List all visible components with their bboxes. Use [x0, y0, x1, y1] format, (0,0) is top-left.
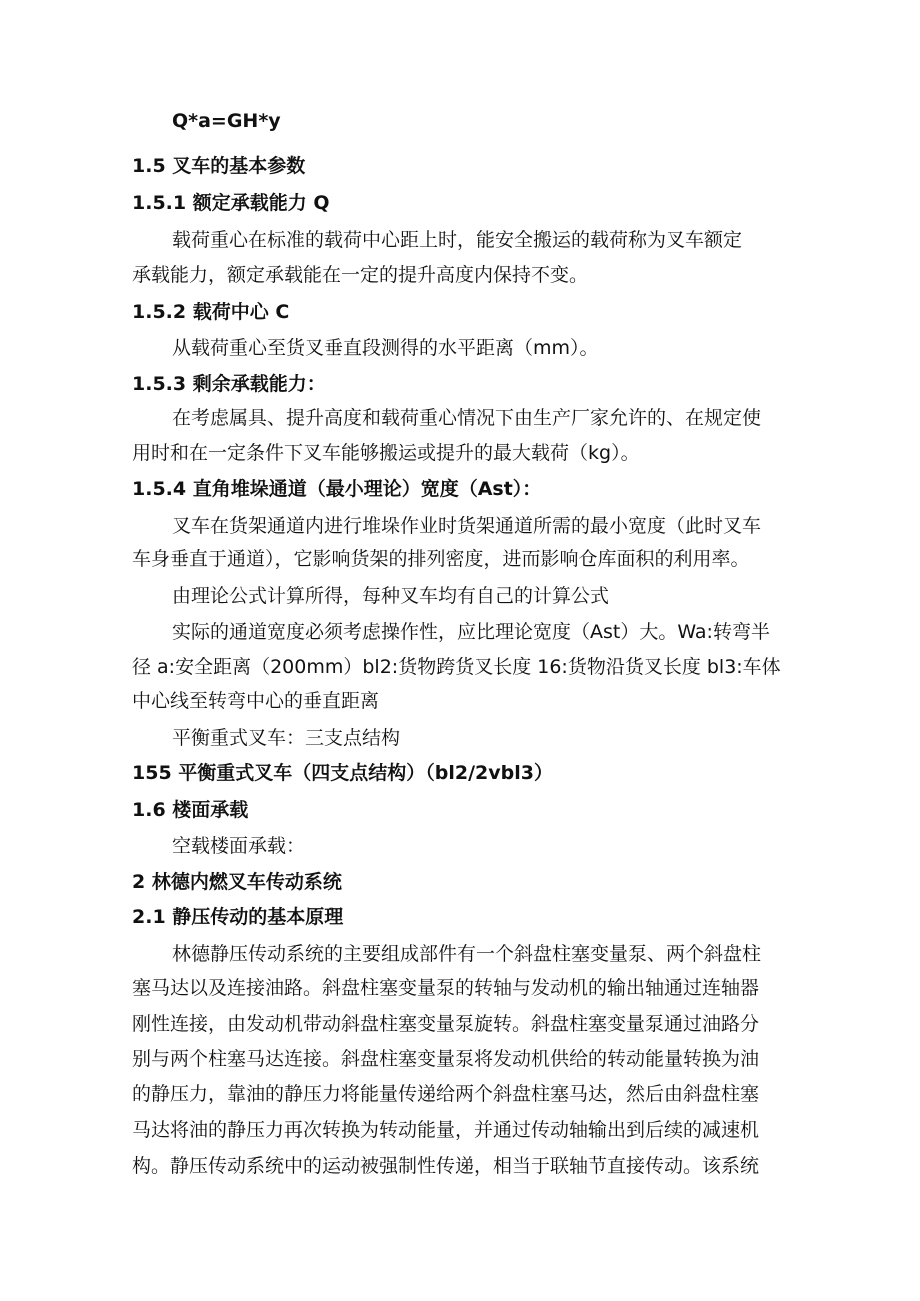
- paragraph-line: 中心线至转弯中心的垂直距离: [132, 690, 380, 712]
- section-heading-1-5-1: 1.5.1 额定承载能力 Q: [132, 192, 330, 214]
- paragraph-line: 叉车在货架通道内进行堆垛作业时货架通道所需的最小宽度（此时叉车: [172, 515, 762, 537]
- paragraph-line: 的静压力，靠油的静压力将能量传递给两个斜盘柱塞马达，然后由斜盘柱塞: [132, 1083, 760, 1105]
- paragraph-line: 空载楼面承载：: [172, 835, 306, 857]
- section-heading-1-5-3: 1.5.3 剩余承载能力：: [132, 373, 326, 395]
- section-heading-2-1: 2.1 静压传动的基本原理: [132, 906, 344, 928]
- paragraph-line: 在考虑属具、提升高度和载荷重心情况下由生产厂家允许的、在规定使: [172, 407, 762, 429]
- paragraph-line: 刚性连接，由发动机带动斜盘柱塞变量泵旋转。斜盘柱塞变量泵通过油路分: [132, 1013, 760, 1035]
- paragraph-line: 塞马达以及连接油路。斜盘柱塞变量泵的转轴与发动机的输出轴通过连轴器: [132, 977, 760, 999]
- paragraph-line: 马达将油的静压力再次转换为转动能量，并通过传动轴输出到后续的减速机: [132, 1119, 760, 1141]
- paragraph-line: 从载荷重心至货叉垂直段测得的水平距离（mm）。: [172, 337, 599, 359]
- section-heading-1-6: 1.6 楼面承载: [132, 799, 249, 821]
- paragraph-line: 由理论公式计算所得，每种叉车均有自己的计算公式: [172, 585, 610, 607]
- paragraph-line: 用时和在一定条件下叉车能够搬运或提升的最大载荷（kg）。: [132, 442, 640, 464]
- paragraph-line: 载荷重心在标准的载荷中心距上时，能安全搬运的载荷称为叉车额定: [172, 229, 743, 251]
- paragraph-line: 平衡重式叉车：三支点结构: [172, 727, 401, 749]
- paragraph-line: 承载能力，额定承载能在一定的提升高度内保持不变。: [132, 264, 589, 286]
- paragraph-line: 别与两个柱塞马达连接。斜盘柱塞变量泵将发动机供给的转动能量转换为油: [132, 1048, 760, 1070]
- chapter-heading-2: 2 林德内燃叉车传动系统: [132, 871, 342, 893]
- paragraph-line: 车身垂直于通道），它影响货架的排列密度，进而影响仓库面积的利用率。: [132, 548, 750, 570]
- section-heading-1-5: 1.5 叉车的基本参数: [132, 155, 306, 177]
- paragraph-line: 林德静压传动系统的主要组成部件有一个斜盘柱塞变量泵、两个斜盘柱: [172, 943, 762, 965]
- paragraph-line: 实际的通道宽度必须考虑操作性，应比理论宽度（Ast）大。Wa:转弯半: [172, 621, 770, 643]
- section-heading-155: 155 平衡重式叉车（四支点结构）（bl2/2vbl3）: [132, 762, 553, 784]
- paragraph-line: 径 a:安全距离（200mm）bl2:货物跨货叉长度 16:货物沿货叉长度 bl3:车体: [132, 656, 781, 678]
- section-heading-1-5-2: 1.5.2 载荷中心 C: [132, 301, 290, 323]
- formula-line: Q*a=GH*y: [172, 110, 281, 132]
- section-heading-1-5-4: 1.5.4 直角堆垛通道（最小理论）宽度（Ast）：: [132, 478, 542, 500]
- paragraph-line: 构。静压传动系统中的运动被强制性传递，相当于联轴节直接传动。该系统: [132, 1155, 760, 1177]
